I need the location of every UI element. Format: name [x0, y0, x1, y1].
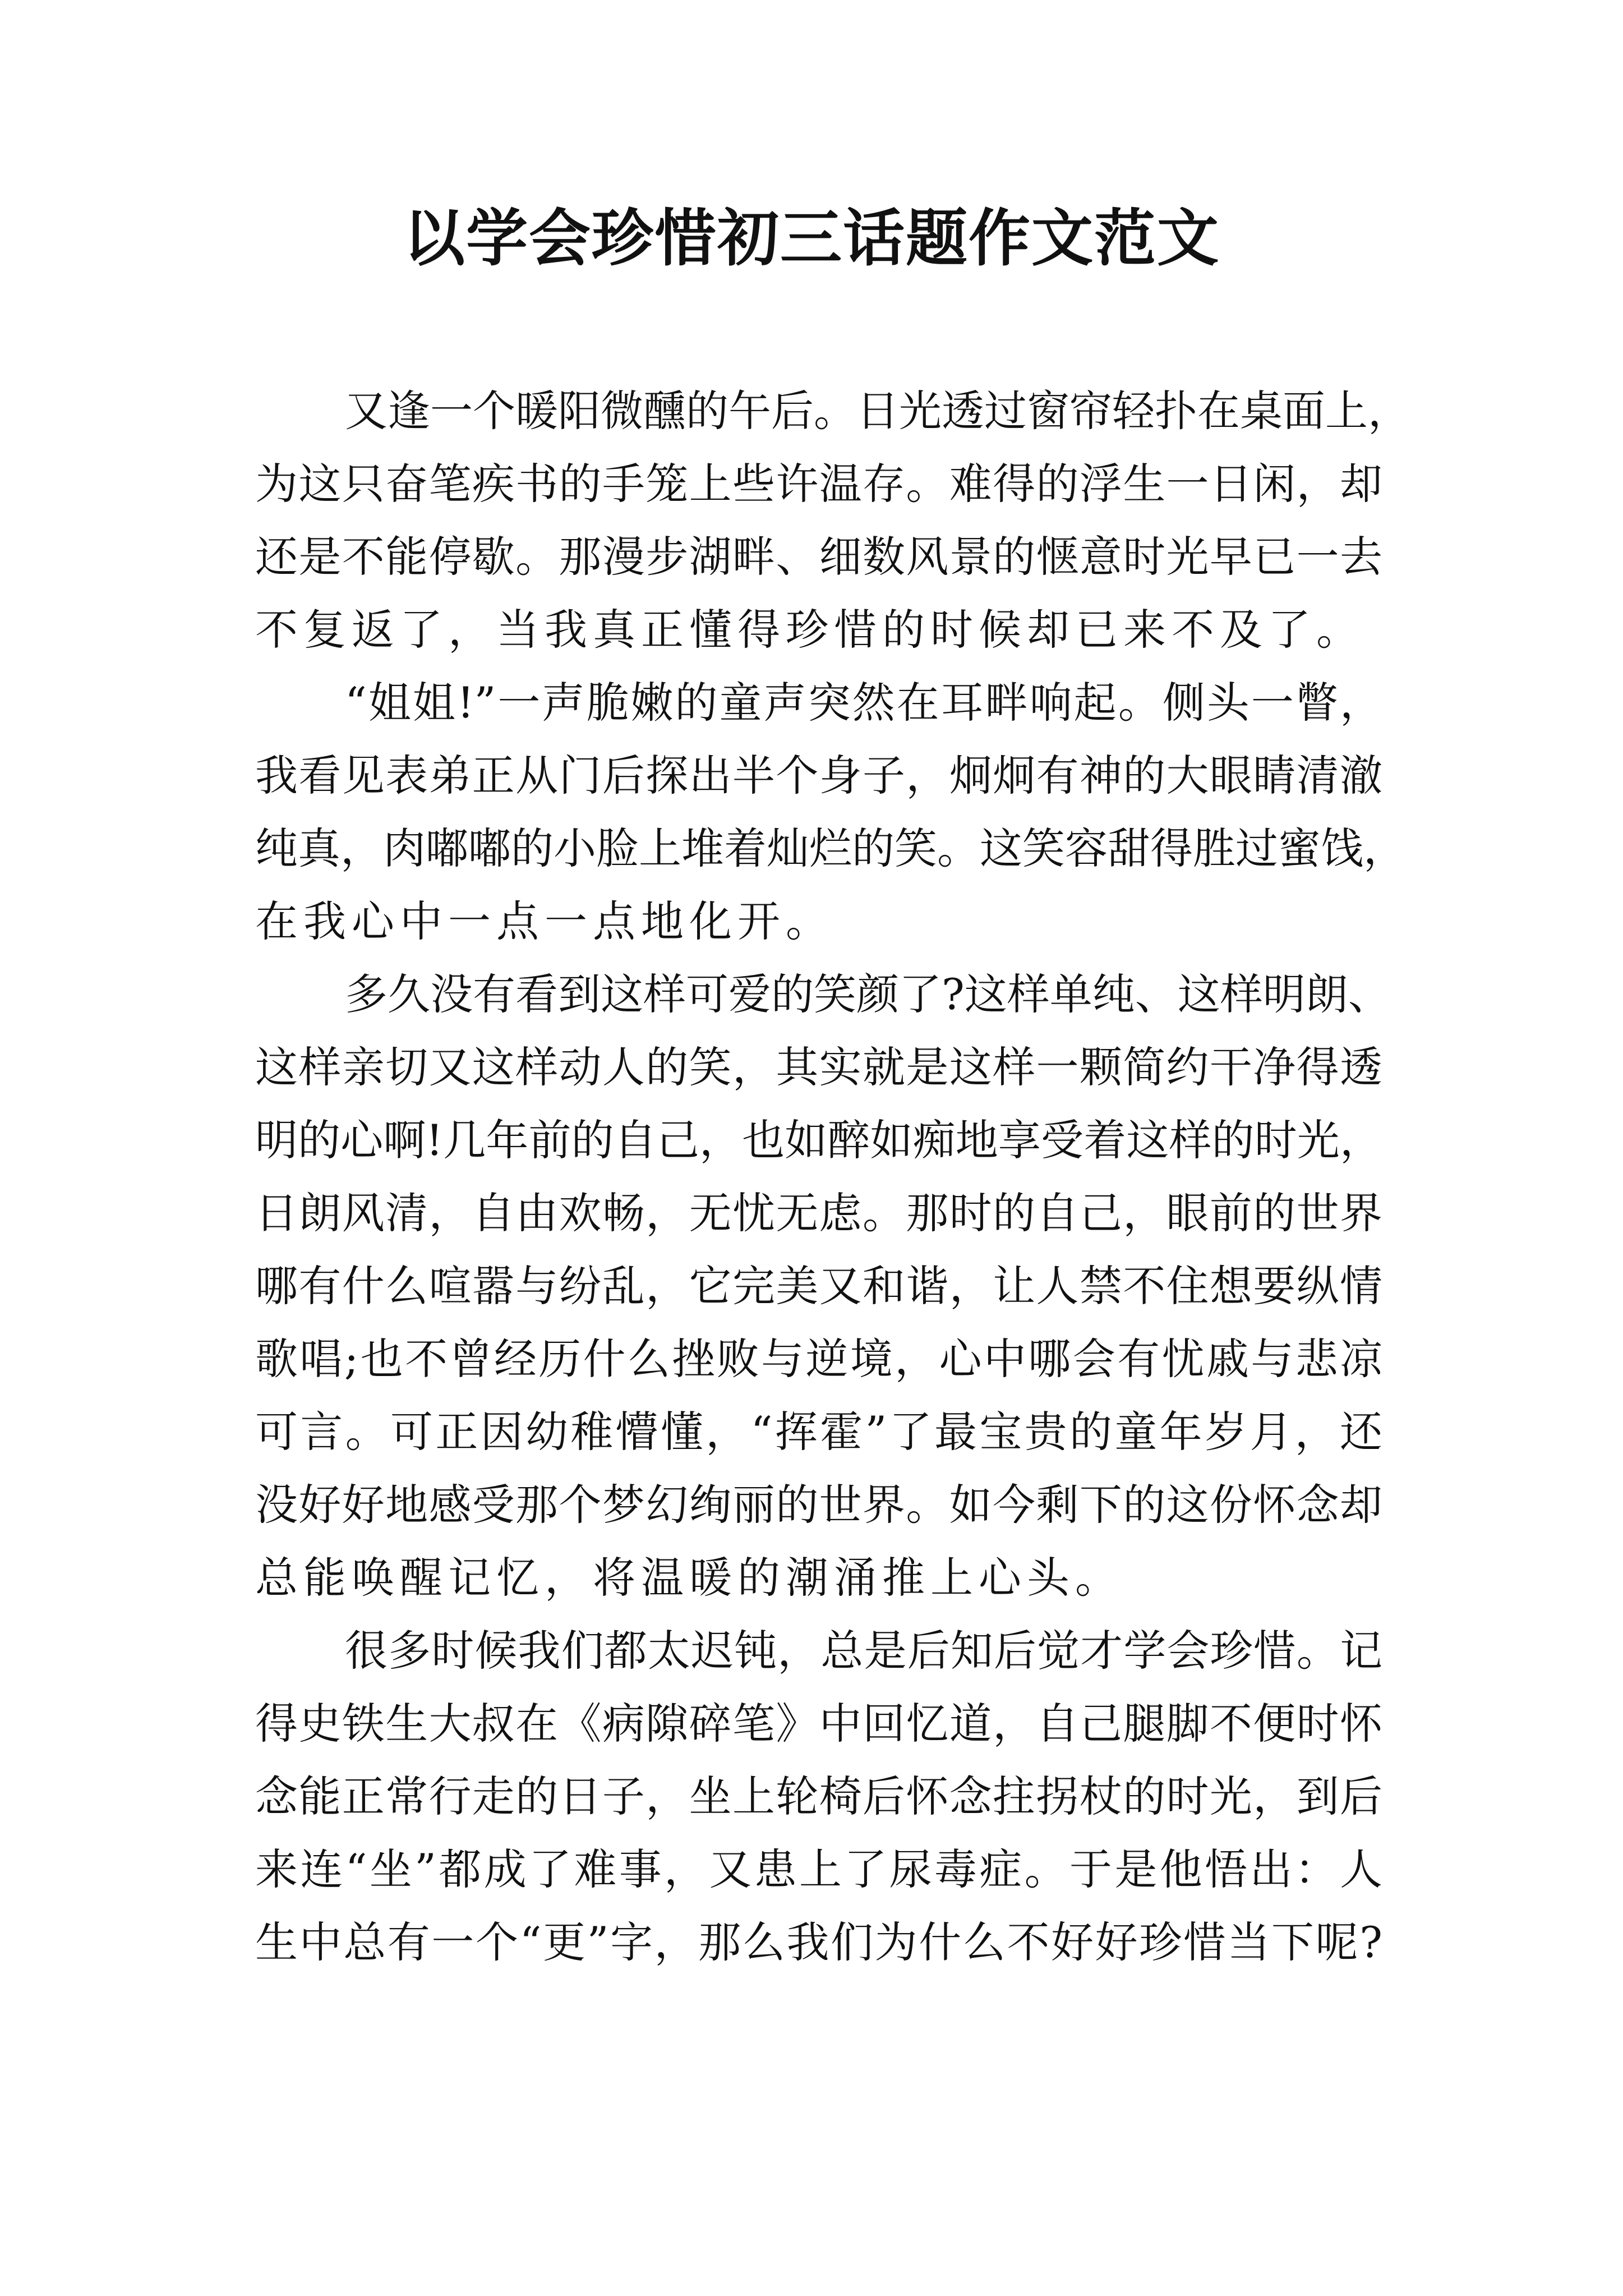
text-line: “姐姐!”一声脆嫩的童声突然在耳畔响起。侧头一瞥， [345, 678, 1382, 728]
paragraph-3 [255, 958, 1391, 1614]
text-line: 哪有什么喧嚣与纷乱，它完美又和谐，让人禁不住想要纵情 [255, 1261, 1382, 1311]
text-line: 多久没有看到这样可爱的笑颜了?这样单纯、这样明朗、 [345, 969, 1391, 1019]
text-line: 日朗风清，自由欢畅，无忧无虑。那时的自己，眼前的世界 [255, 1188, 1382, 1238]
text-line: 没好好地感受那个梦幻绚丽的世界。如今剩下的这份怀念却 [255, 1480, 1382, 1530]
text-line: 歌唱;也不曾经历什么挫败与逆境，心中哪会有忧戚与悲凉 [255, 1334, 1382, 1384]
document-body [255, 375, 1410, 1979]
text-line: 不复返了，当我真正懂得珍惜的时候却已来不及了。 [255, 605, 1364, 655]
paragraph-1 [255, 375, 1410, 666]
text-line: 在我心中一点一点地化开。 [255, 896, 834, 946]
text-line: 还是不能停歇。那漫步湖畔、细数风景的惬意时光早已一去 [255, 532, 1382, 582]
text-line: 很多时候我们都太迟钝，总是后知后觉才学会珍惜。记 [345, 1626, 1382, 1676]
text-line: 可言。可正因幼稚懵懂，“挥霍”了最宝贵的童年岁月，还 [255, 1407, 1382, 1457]
text-line: 这样亲切又这样动人的笑，其实就是这样一颗简约干净得透 [255, 1042, 1382, 1092]
paragraph-4 [255, 1614, 1382, 1979]
text-line: 生中总有一个“更”字，那么我们为什么不好好珍惜当下呢? [255, 1917, 1382, 1967]
text-line: 纯真，肉嘟嘟的小脸上堆着灿烂的笑。这笑容甜得胜过蜜饯， [255, 823, 1406, 873]
text-line: 总能唤醒记忆，将温暖的潮涌推上心头。 [255, 1553, 1123, 1603]
paragraph-2 [255, 666, 1406, 958]
text-line: 得史铁生大叔在《病隙碎笔》中回忆道，自己腿脚不便时怀 [255, 1699, 1382, 1749]
text-line: 明的心啊!几年前的自己，也如醉如痴地享受着这样的时光， [255, 1115, 1382, 1165]
text-line: 又逢一个暖阳微醺的午后。日光透过窗帘轻扑在桌面上， [345, 386, 1410, 436]
text-line: 我看见表弟正从门后探出半个身子，炯炯有神的大眼睛清澈 [255, 751, 1382, 800]
text-line: 为这只奋笔疾书的手笼上些许温存。难得的浮生一日闲，却 [255, 459, 1382, 509]
text-line: 念能正常行走的日子，坐上轮椅后怀念拄拐杖的时光，到后 [255, 1772, 1382, 1821]
document-title: 以学会珍惜初三话题作文范文 [403, 202, 1220, 274]
text-line: 来连“坐”都成了难事，又患上了尿毒症。于是他悟出：人 [255, 1844, 1382, 1894]
